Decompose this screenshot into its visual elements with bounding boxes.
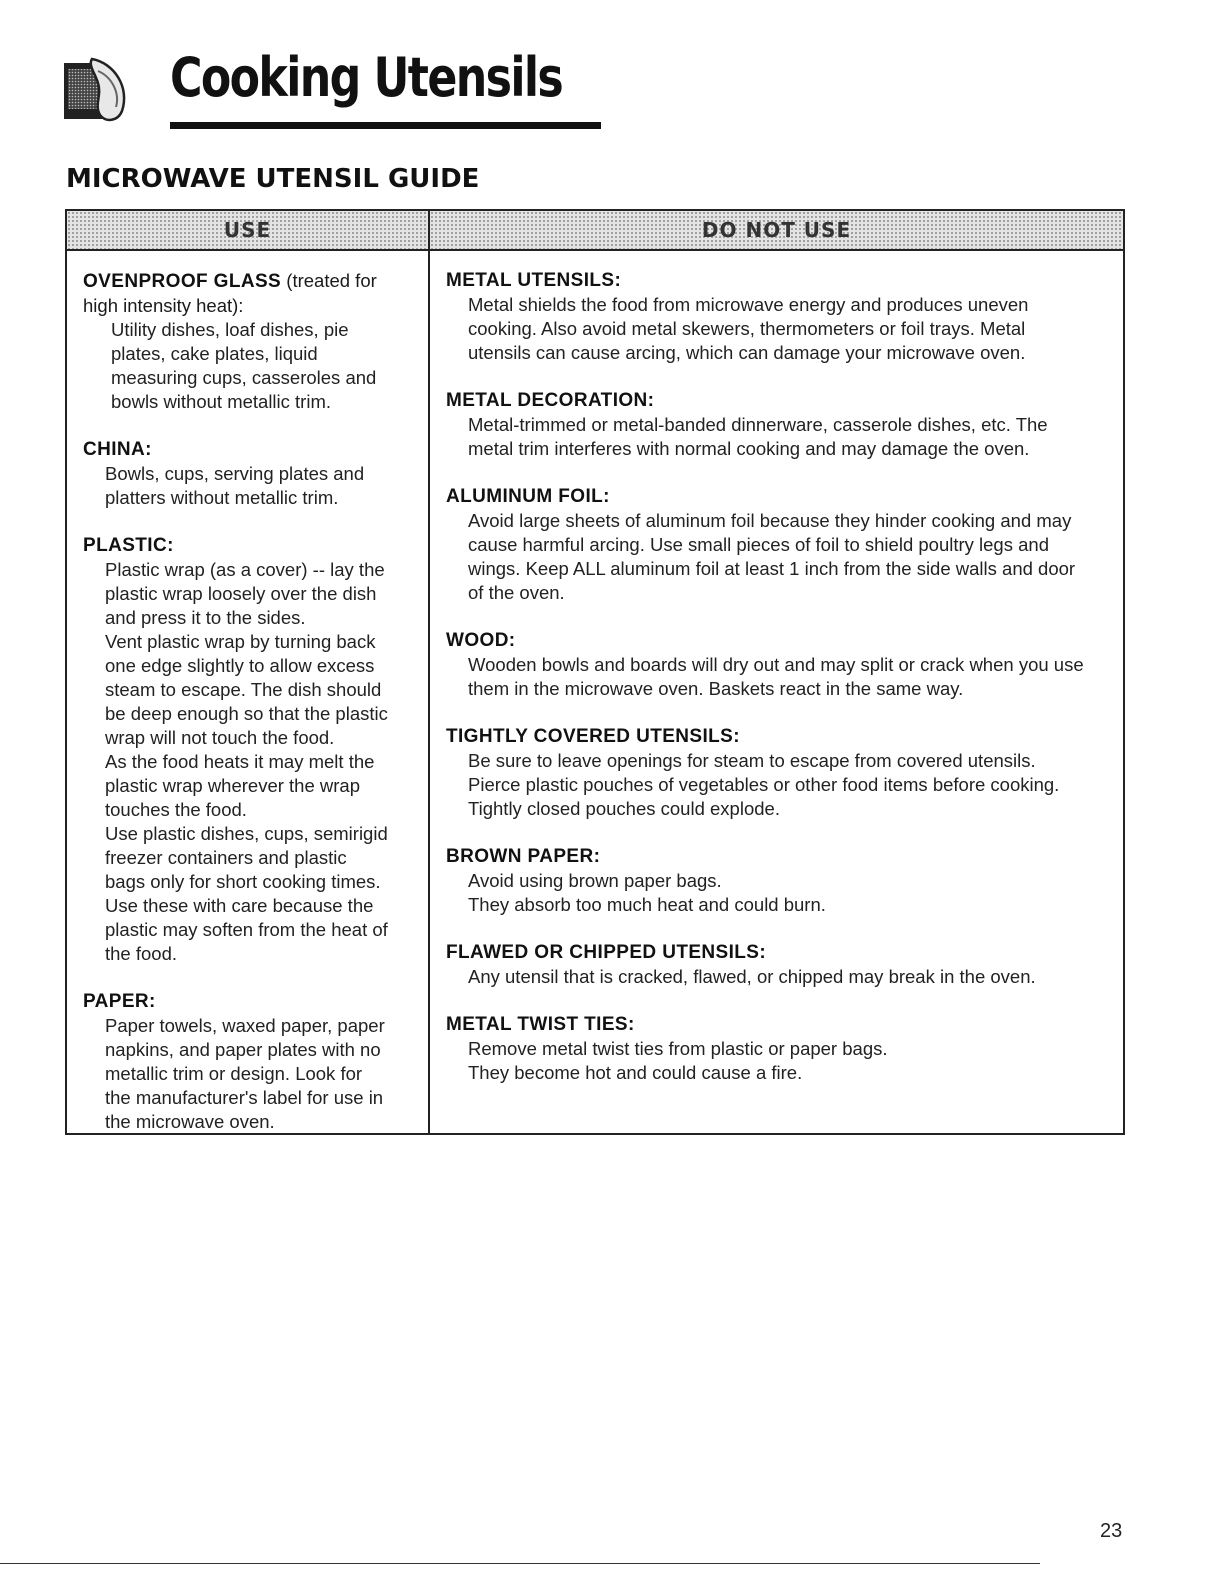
avoid-entry-metal-decoration xyxy=(446,389,1123,461)
footer-rule xyxy=(0,1563,1040,1564)
use-entry-heading-line xyxy=(83,269,428,294)
section-title: MICROWAVE UTENSIL GUIDE xyxy=(66,164,480,194)
avoid-entry-text: Avoid large sheets of aluminum foil because they hinder cooking and may cause harmful arcing. Use small pieces of foil to shield poultry legs and wings. Keep ALL aluminum foil at least 1 inch from the side walls and door of the oven. xyxy=(468,510,1076,603)
title-underline xyxy=(170,122,601,129)
avoid-entry-heading: WOOD: xyxy=(446,630,516,651)
use-entry-text: Bowls, cups, serving plates and platters without metallic trim. xyxy=(105,463,365,508)
do-not-use-column-body xyxy=(430,251,1123,1085)
avoid-entry-heading: ALUMINUM FOIL: xyxy=(446,486,610,507)
avoid-entry-wood xyxy=(446,629,1123,701)
avoid-entry-text: Avoid using brown paper bags. They absorb too much heat and could burn. xyxy=(468,870,826,915)
use-entry-heading-note-cont: high intensity heat): xyxy=(83,295,244,316)
avoid-entry-heading: FLAWED OR CHIPPED UTENSILS: xyxy=(446,942,767,963)
avoid-entry-heading: METAL DECORATION: xyxy=(446,390,655,411)
do-not-use-column-header: DO NOT USE xyxy=(430,211,1123,251)
use-entry-text: Paper towels, waxed paper, paper napkins, and paper plates with no metallic trim or design. Look for the manufacturer's label for use in the microwave oven. xyxy=(105,1015,385,1132)
use-entry-ovenproof-glass xyxy=(83,269,428,414)
avoid-entry-heading: TIGHTLY COVERED UTENSILS: xyxy=(446,726,740,747)
use-entry-text: Plastic wrap (as a cover) -- lay the plastic wrap loosely over the dish and press it to the sides. Vent plastic wrap by turning back one edge slightly to allow excess steam to escape. The dish should be deep enough so that the plastic wrap will not touch the food. As the food heats it may melt the plastic wrap wherever the wrap touches the food. Use plastic dishes, cups, semirigid freezer containers and plastic bags only for short cooking times. Use these with care because the plastic may soften from the heat of the food. xyxy=(105,559,388,964)
page-title: Cooking Utensils xyxy=(170,46,563,109)
use-entry-plastic xyxy=(83,534,428,966)
avoid-entry-text: Metal shields the food from microwave energy and produces uneven cooking. Also avoid metal skewers, thermometers or foil trays. Metal utensils can cause arcing, which can damage your microwave oven. xyxy=(468,294,1029,363)
microwave-utensil-icon xyxy=(62,53,134,125)
avoid-entry-text: Any utensil that is cracked, flawed, or chipped may break in the oven. xyxy=(468,966,1036,987)
avoid-entry-heading: BROWN PAPER: xyxy=(446,846,601,867)
use-column-body xyxy=(67,251,428,1134)
use-entry-china xyxy=(83,438,428,510)
use-column xyxy=(67,211,430,1133)
page-number: 23 xyxy=(1100,1520,1123,1542)
avoid-entry-flawed xyxy=(446,941,1123,989)
avoid-entry-text: Metal-trimmed or metal-banded dinnerware, casserole dishes, etc. The metal trim interferes with normal cooking and may damage the oven. xyxy=(468,414,1048,459)
use-entry-heading: CHINA: xyxy=(83,439,152,460)
avoid-entry-aluminum-foil xyxy=(446,485,1123,605)
avoid-entry-text: Be sure to leave openings for steam to escape from covered utensils. Pierce plastic pouches of vegetables or other food items before cooking. Tightly closed pouches could explode. xyxy=(468,750,1060,819)
avoid-entry-metal-utensils xyxy=(446,269,1123,365)
avoid-entry-text: Remove metal twist ties from plastic or paper bags. They become hot and could cause a fire. xyxy=(468,1038,888,1083)
use-entry-heading: PAPER: xyxy=(83,991,156,1012)
use-entry-heading: OVENPROOF GLASS xyxy=(83,271,282,292)
avoid-entry-brown-paper xyxy=(446,845,1123,917)
avoid-entry-twist-ties xyxy=(446,1013,1123,1085)
avoid-entry-heading: METAL TWIST TIES: xyxy=(446,1014,635,1035)
utensil-guide-table xyxy=(65,209,1125,1135)
use-entry-heading: PLASTIC: xyxy=(83,535,174,556)
avoid-entry-heading: METAL UTENSILS: xyxy=(446,270,622,291)
use-entry-heading-note: (treated for xyxy=(286,270,377,291)
use-entry-paper xyxy=(83,990,428,1134)
use-entry-text: Utility dishes, loaf dishes, pie plates, cake plates, liquid measuring cups, casseroles and bowls without metallic trim. xyxy=(111,319,377,412)
use-column-header: USE xyxy=(67,211,428,251)
avoid-entry-text: Wooden bowls and boards will dry out and may split or crack when you use them in the microwave oven. Baskets react in the same way. xyxy=(468,654,1084,699)
avoid-entry-tightly-covered xyxy=(446,725,1123,821)
do-not-use-column xyxy=(430,211,1123,1133)
